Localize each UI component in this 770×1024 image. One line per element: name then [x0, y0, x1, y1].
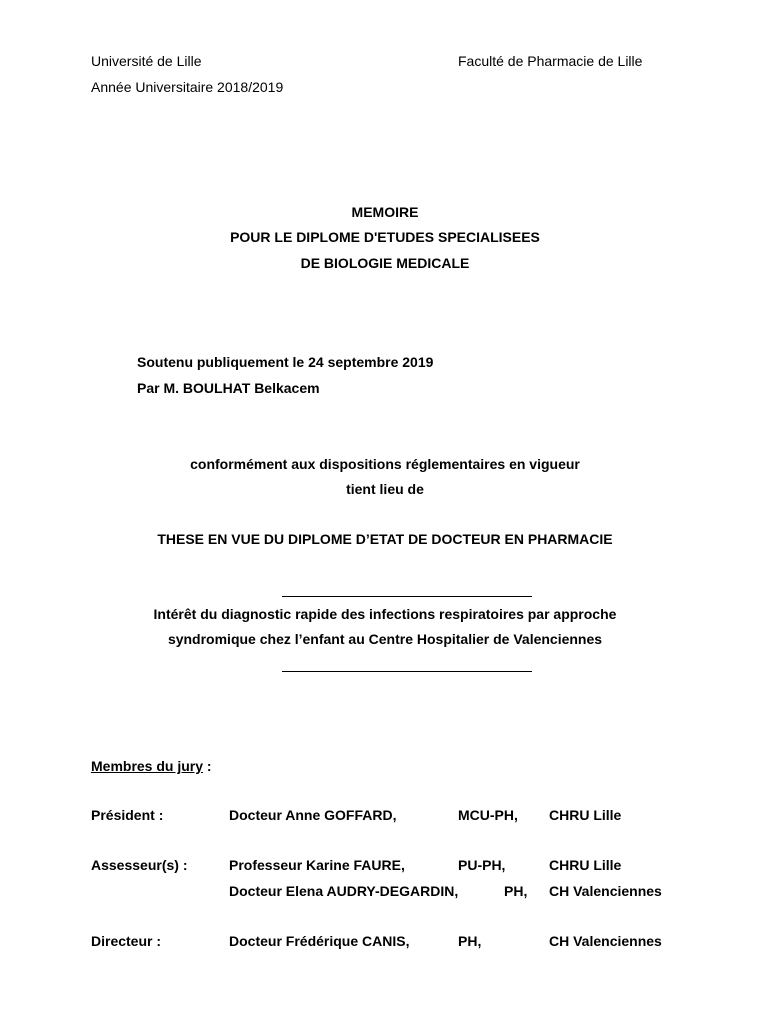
assessor1-place: CHRU Lille	[549, 857, 622, 873]
jury-heading-colon: :	[203, 758, 212, 774]
director-title: PH,	[458, 933, 482, 949]
assessor2-title: PH,	[504, 883, 528, 899]
assessors-role: Assesseur(s) :	[91, 857, 188, 873]
conformity-line-1: conformément aux dispositions réglementaires en vigueur	[190, 456, 580, 472]
thesis-title: THESE EN VUE DU DIPLOME D’ETAT DE DOCTEUR EN PHARMACIE	[157, 531, 613, 547]
assessor1-title: PU-PH,	[458, 857, 506, 873]
director-place: CH Valenciennes	[549, 933, 662, 949]
subject-line-1: Intérêt du diagnostic rapide des infections respiratoires par approche	[153, 606, 617, 622]
president-role: Président :	[91, 807, 164, 823]
president-name: Docteur Anne GOFFARD,	[229, 807, 397, 823]
president-place: CHRU Lille	[549, 807, 622, 823]
president-title: MCU-PH,	[458, 807, 518, 823]
subject-line-2: syndromique chez l’enfant au Centre Hospitalier de Valenciennes	[167, 631, 603, 647]
title-line-3: DE BIOLOGIE MEDICALE	[300, 255, 470, 271]
conformity-line-2: tient lieu de	[346, 481, 424, 497]
director-role: Directeur :	[91, 933, 162, 949]
divider-top	[282, 596, 532, 597]
director-name: Docteur Frédérique CANIS,	[229, 933, 410, 949]
divider-bottom	[282, 671, 532, 672]
assessor2-name: Docteur Elena AUDRY-DEGARDIN,	[229, 883, 459, 899]
jury-heading-label: Membres du jury	[91, 758, 204, 774]
university-name: Université de Lille	[91, 53, 202, 69]
assessor1-name: Professeur Karine FAURE,	[229, 857, 405, 873]
academic-year: Année Universitaire 2018/2019	[91, 79, 284, 95]
title-line-2: POUR LE DIPLOME D'ETUDES SPECIALISEES	[230, 229, 540, 245]
assessor2-place: CH Valenciennes	[549, 883, 662, 899]
jury-heading	[91, 757, 212, 775]
defense-date: Soutenu publiquement le 24 septembre 2019	[137, 354, 434, 370]
title-line-1: MEMOIRE	[351, 204, 419, 220]
faculty-name: Faculté de Pharmacie de Lille	[458, 53, 643, 69]
author: Par M. BOULHAT Belkacem	[137, 380, 320, 396]
